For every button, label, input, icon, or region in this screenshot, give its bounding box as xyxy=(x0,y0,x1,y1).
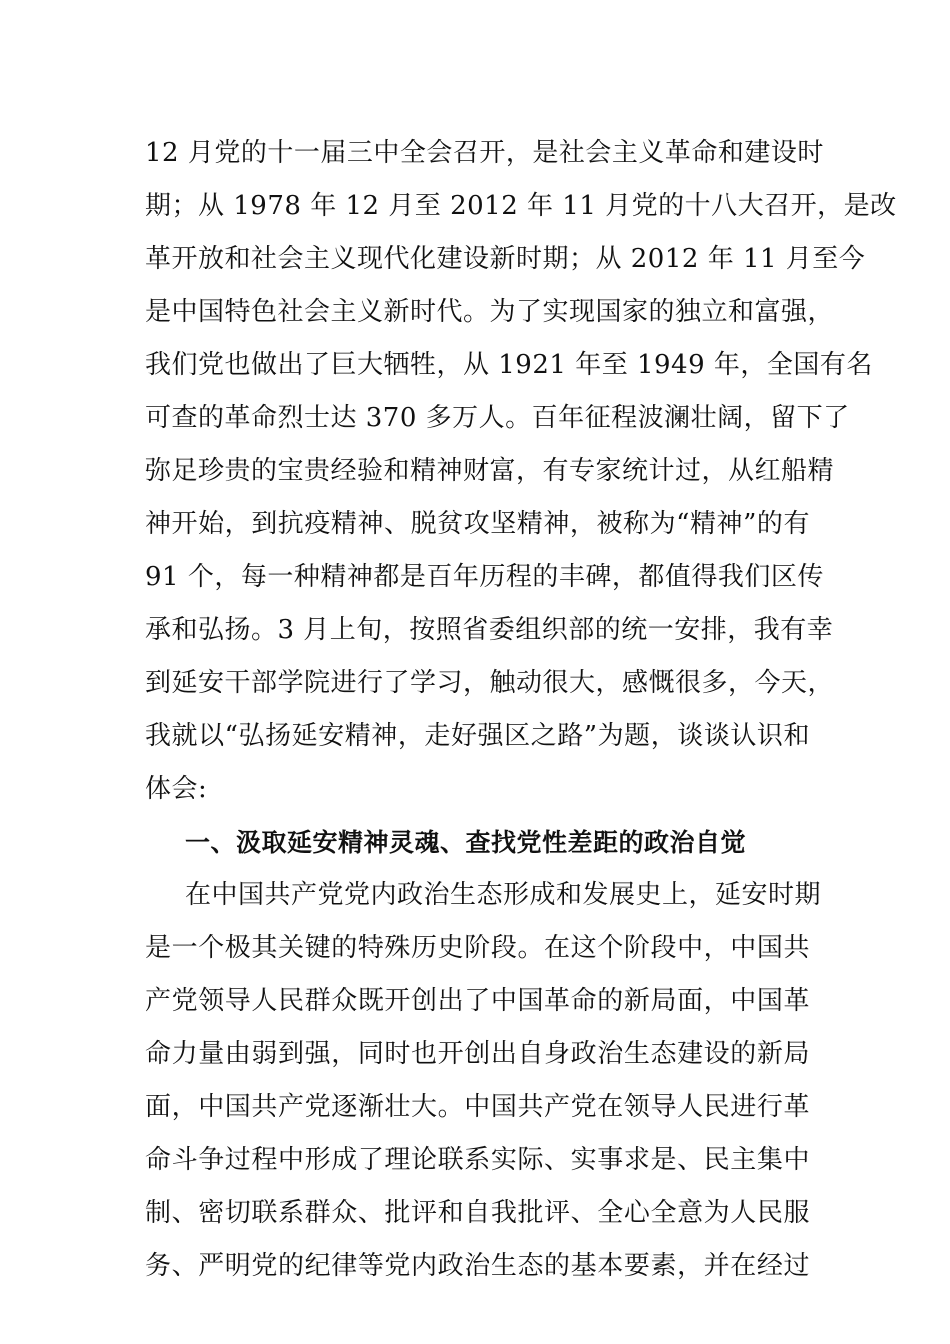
text-line: 承和弘扬。3 月上旬，按照省委组织部的统一安排，我有幸 xyxy=(145,615,834,645)
text-line: 体会: xyxy=(145,774,208,804)
text-line: 我们党也做出了巨大牺牲，从 1921 年至 1949 年，全国有名 xyxy=(145,350,873,380)
text-line: 务、严明党的纪律等党内政治生态的基本要素，并在经过 xyxy=(145,1251,810,1281)
text-line: 面，中国共产党逐渐壮大。中国共产党在领导人民进行革 xyxy=(145,1092,810,1122)
text-line: 神开始，到抗疫精神、脱贫攻坚精神，被称为“精神”的有 xyxy=(145,509,810,539)
document-body xyxy=(145,127,897,1293)
text-line: 产党领导人民群众既开创出了中国革命的新局面，中国革 xyxy=(145,986,810,1016)
text-line: 弥足珍贵的宝贵经验和精神财富，有专家统计过，从红船精 xyxy=(145,456,835,486)
text-line: 制、密切联系群众、批评和自我批评、全心全意为人民服 xyxy=(145,1198,810,1228)
section-heading: 一、汲取延安精神灵魂、查找党性差距的政治自觉 xyxy=(185,828,747,857)
text-line: 91 个，每一种精神都是百年历程的丰碑，都值得我们区传 xyxy=(145,562,824,592)
paragraph-intro xyxy=(145,127,897,816)
text-line: 可查的革命烈士达 370 多万人。百年征程波澜壮阔，留下了 xyxy=(145,403,850,433)
text-line: 12 月党的十一届三中全会召开，是社会主义革命和建设时 xyxy=(145,138,824,168)
text-line: 我就以“弘扬延安精神，走好强区之路”为题，谈谈认识和 xyxy=(145,721,810,751)
text-line: 革开放和社会主义现代化建设新时期；从 2012 年 11 月至今 xyxy=(145,244,866,274)
text-line: 命斗争过程中形成了理论联系实际、实事求是、民主集中 xyxy=(145,1145,810,1175)
paragraph-section-one xyxy=(145,869,822,1293)
text-line: 到延安干部学院进行了学习，触动很大，感慨很多，今天， xyxy=(145,668,835,698)
text-line: 期；从 1978 年 12 月至 2012 年 11 月党的十八大召开，是改 xyxy=(145,191,897,221)
text-line: 是中国特色社会主义新时代。为了实现国家的独立和富强， xyxy=(145,297,835,327)
text-line: 在中国共产党党内政治生态形成和发展史上，延安时期 xyxy=(185,880,822,910)
text-line: 命力量由弱到强，同时也开创出自身政治生态建设的新局 xyxy=(145,1039,810,1069)
text-line: 是一个极其关键的特殊历史阶段。在这个阶段中，中国共 xyxy=(145,933,810,963)
